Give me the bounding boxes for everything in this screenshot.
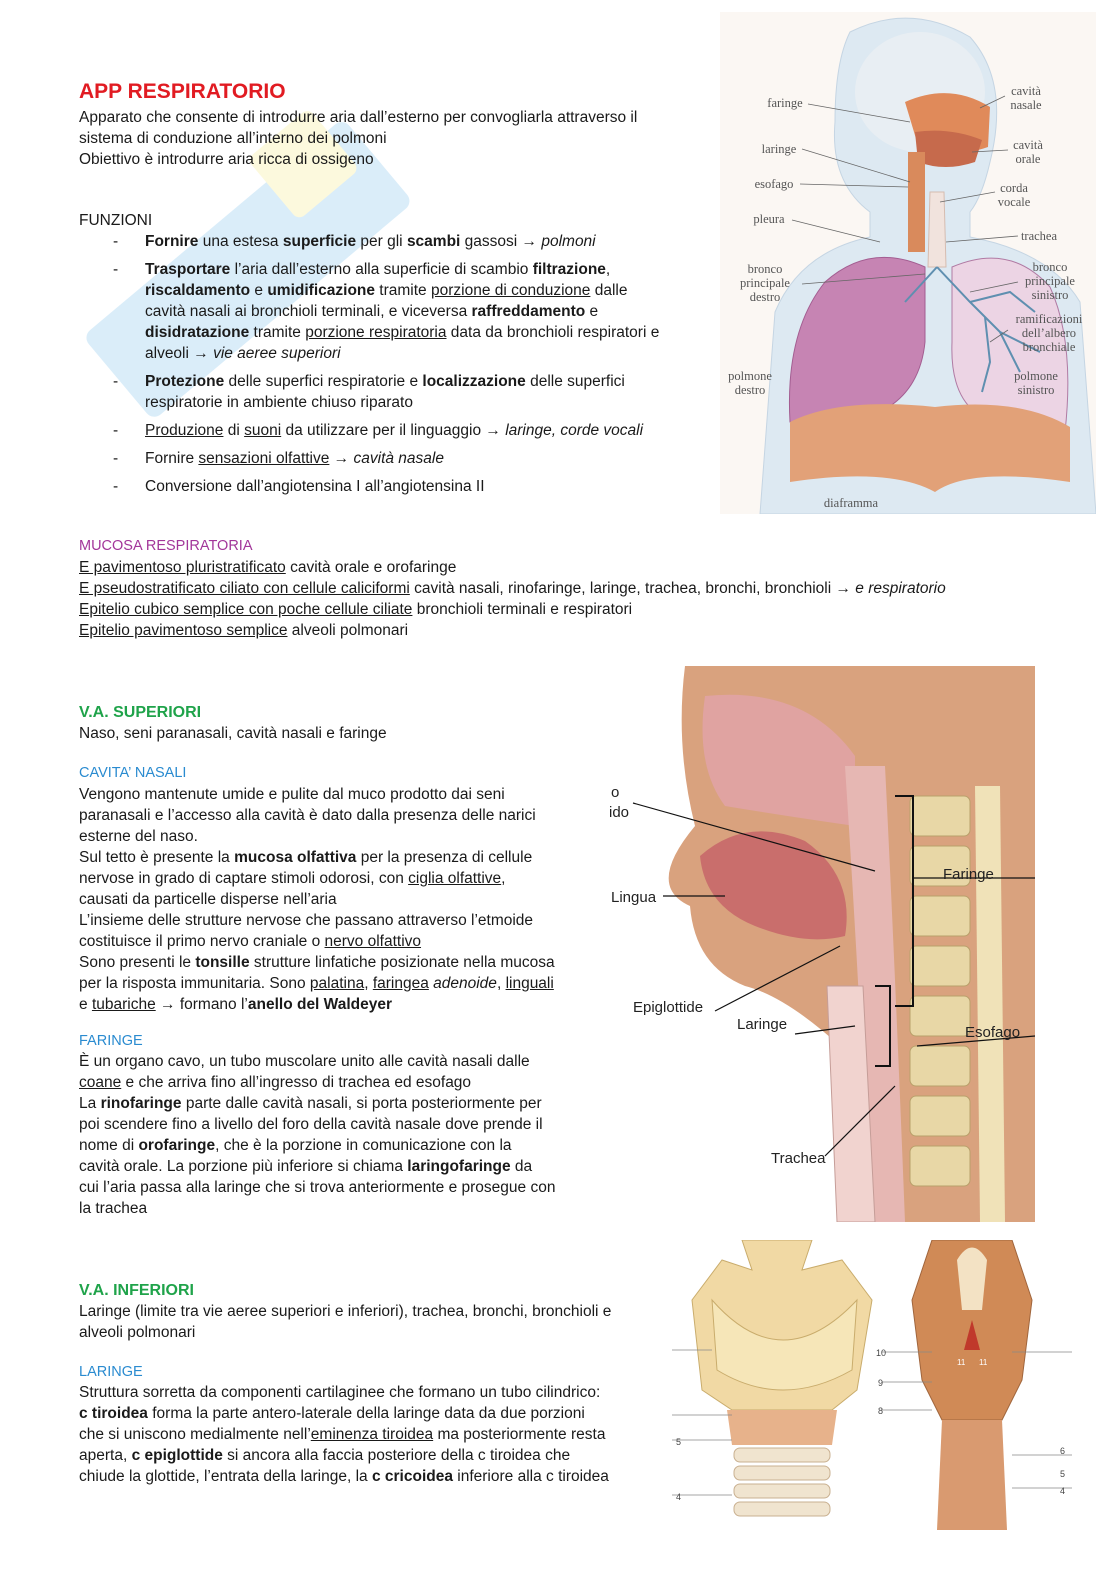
cavita-nasali-heading: CAVITA’ NASALI: [79, 765, 187, 781]
mucosa-heading: MUCOSA RESPIRATORIA: [79, 538, 253, 554]
larynx-number: 11: [957, 1358, 966, 1367]
faringe-line: poi scendere fino a livello del foro della cavità nasale dove prende il: [79, 1116, 543, 1133]
va-inferiori-line: alveoli polmonari: [79, 1324, 196, 1341]
mucosa-line: Epitelio cubico semplice con poche cellule ciliate bronchioli terminali e respiratori: [79, 601, 633, 618]
larynx-number: 6: [1060, 1446, 1066, 1456]
faringe-line: La rinofaringe parte dalle cavità nasali, si porta posteriormente per: [79, 1095, 542, 1112]
label-ido: ido: [609, 804, 630, 821]
faringe-line: coane e che arriva fino all’ingresso di trachea ed esofago: [79, 1074, 472, 1091]
laringe-heading: LARINGE: [79, 1364, 143, 1380]
cavita-nasali-line: per la risposta immunitaria. Sono palatina, faringea adenoide, linguali: [79, 975, 554, 992]
cavita-nasali-line: e tubariche → formano l’anello del Waldeyer: [79, 996, 393, 1013]
cavita-nasali-line: esterne del naso.: [79, 828, 198, 845]
page-title: APP RESPIRATORIO: [79, 80, 286, 103]
label-esofago-2: Esofago: [965, 1024, 1021, 1041]
faringe-line: cui l’aria passa alla laringe che si trova anteriormente e prosegue con: [79, 1179, 556, 1196]
larynx-number: 11: [979, 1358, 988, 1367]
larynx-number: 10: [876, 1348, 887, 1358]
mucosa-line: Epitelio pavimentoso semplice alveoli polmonari: [79, 622, 409, 639]
larynx-number: 5: [676, 1437, 682, 1447]
label-bronco-sx: bronco principale sinistro: [1025, 260, 1075, 302]
faringe-line: È un organo cavo, un tubo muscolare unito alle cavità nasali dalle: [79, 1053, 530, 1070]
larynx-number: 4: [676, 1492, 682, 1502]
laringe-line: Struttura sorretta da componenti cartilaginee che formano un tubo cilindrico:: [79, 1384, 601, 1401]
cavita-nasali-line: Vengono mantenute umide e pulite dal muco prodotto dai seni: [79, 786, 505, 803]
larynx-number: 4: [1060, 1486, 1066, 1496]
laringe-line: aperta, c epiglottide si ancora alla faccia posteriore della c tiroidea che: [79, 1447, 571, 1464]
label-trachea-2: Trachea: [771, 1150, 826, 1167]
va-inferiori-line: Laringe (limite tra vie aeree superiori e inferiori), trachea, bronchi, bronchioli e: [79, 1303, 612, 1320]
cavita-nasali-line: costituisce il primo nervo craniale o nervo olfattivo: [79, 933, 422, 950]
label-laringe: laringe: [761, 142, 797, 156]
mucosa-line: E pavimentoso pluristratificato cavità orale e orofaringe: [79, 559, 457, 576]
laringe-line: c tiroidea forma la parte antero-laterale della laringe data da due porzioni: [79, 1405, 585, 1422]
mucosa-line: E pseudostratificato ciliato con cellule caliciformi cavità nasali, rinofaringe, laringe, trachea, bronchi, bronchioli → e respiratorio: [79, 580, 946, 597]
intro-line: Apparato che consente di introdurre aria dall’esterno per convogliarla attraverso il: [79, 109, 638, 126]
label-trachea: trachea: [1020, 229, 1058, 243]
cavita-nasali-line: paranasali e l’accesso alla cavità è dato dalla presenza delle narici: [79, 807, 536, 824]
cavita-nasali-line: Sono presenti le tonsille strutture linfatiche posizionate nella mucosa: [79, 954, 555, 971]
intro-line: Obiettivo è introdurre aria ricca di ossigeno: [79, 151, 374, 168]
label-cavita-orale: cavità orale: [1013, 138, 1043, 166]
label-ramificazioni: ramificazioni dell’albero bronchiale: [1015, 312, 1083, 354]
label-faringe-2: Faringe: [943, 866, 994, 883]
faringe-line: la trachea: [79, 1200, 148, 1217]
intro-line: sistema di conduzione all’interno dei polmoni: [79, 130, 387, 147]
va-inferiori-heading: V.A. INFERIORI: [79, 1282, 194, 1299]
larynx-number: 5: [1060, 1469, 1066, 1479]
laringe-line: chiude la glottide, l’entrata della laringe, la c cricoidea inferiore alla c tiroidea: [79, 1468, 609, 1485]
label-cavita-nasale: cavità nasale: [1010, 84, 1042, 112]
label-polmone-sx: polmone sinistro: [1014, 369, 1058, 397]
laringe-line: che si uniscono medialmente nell’eminenza tiroidea ma posteriormente resta: [79, 1426, 606, 1443]
funzioni-item: - Fornire una estesa superficie per gli scambi gassosi → polmoni: [79, 231, 719, 252]
va-superiori-heading: V.A. SUPERIORI: [79, 704, 202, 721]
label-esofago: esofago: [754, 177, 794, 191]
larynx-number: 8: [878, 1406, 884, 1416]
label-lingua: Lingua: [611, 889, 657, 906]
label-corda-vocale: corda vocale: [997, 181, 1031, 209]
label-epiglottide: Epiglottide: [633, 999, 704, 1016]
intro-text: [79, 107, 637, 170]
va-inferiori-text: [79, 1301, 611, 1343]
faringe-line: nome di orofaringe, che è la porzione in comunicazione con la: [79, 1137, 512, 1154]
larynx-figure: [672, 1240, 1082, 1530]
funzioni-item: - Conversione dall’angiotensina I all’angiotensina II: [79, 476, 719, 497]
faringe-line: cavità orale. La porzione più inferiore si chiama laringofaringe da: [79, 1158, 533, 1175]
cavita-nasali-line: L’insieme delle strutture nervose che passano attraverso l’etmoide: [79, 912, 534, 929]
label-diaframma: diaframma: [823, 496, 879, 510]
mucosa-list: [79, 557, 946, 641]
label-laringe-2: Laringe: [737, 1016, 788, 1033]
cavita-nasali-line: causati da particelle disperse nell’aria: [79, 891, 337, 908]
respiratory-system-figure: [720, 12, 1096, 514]
sagittal-head-figure: [605, 666, 1035, 1222]
faringe-text: [79, 1051, 555, 1219]
funzioni-list: [79, 231, 719, 504]
funzioni-item: - Trasportare l’aria dall’esterno alla superficie di scambio filtrazione, riscaldamento e umidificazione tramite porzione di conduzione dalle cavità nasali ai bronchioli terminali, e viceversa raffreddamento e disidratazione tramite porzione respiratoria data da bronchioli respiratori e alveoli → vie aeree superiori: [79, 259, 719, 364]
funzioni-item: - Fornire sensazioni olfattive → cavità nasale: [79, 448, 719, 469]
cavita-nasali-text: [79, 784, 555, 1015]
larynx-illustration: [672, 1240, 1082, 1530]
funzioni-item: - Produzione di suoni da utilizzare per il linguaggio → laringe, corde vocali: [79, 420, 719, 441]
cavita-nasali-line: Sul tetto è presente la mucosa olfattiva per la presenza di cellule: [79, 849, 533, 866]
label-o: o: [611, 784, 620, 801]
laringe-text: [79, 1382, 609, 1487]
funzioni-item: - Protezione delle superfici respiratorie e localizzazione delle superfici respiratorie in ambiente chiuso riparato: [79, 371, 719, 413]
label-polmone-dx: polmone destro: [728, 369, 772, 397]
label-faringe: faringe: [767, 96, 803, 110]
faringe-heading: FARINGE: [79, 1033, 143, 1049]
funzioni-heading: FUNZIONI: [79, 212, 153, 229]
sagittal-head-illustration: [605, 666, 1035, 1222]
cavita-nasali-line: nervose in grado di captare stimoli odorosi, con ciglia olfattive,: [79, 870, 506, 887]
larynx-number: 9: [878, 1378, 884, 1388]
va-superiori-text: Naso, seni paranasali, cavità nasali e faringe: [79, 725, 387, 742]
label-bronco-dx: bronco principale destro: [740, 262, 790, 304]
label-pleura: pleura: [753, 212, 785, 226]
